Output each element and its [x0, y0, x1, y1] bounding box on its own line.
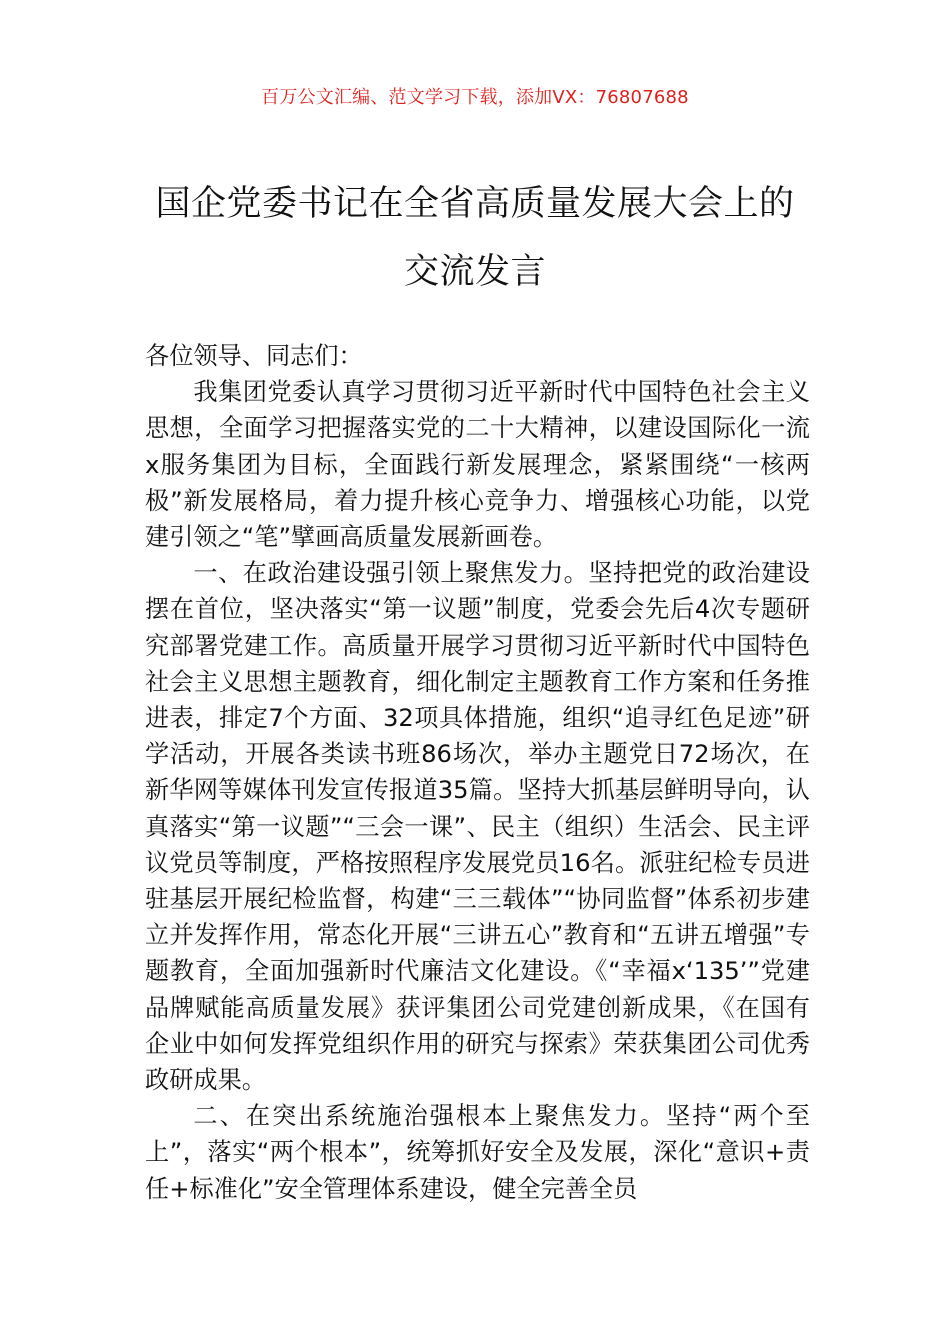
title-line-2: 交流发言: [403, 252, 546, 292]
title-line-1: 国企党委书记在全省高质量发展大会上的: [155, 184, 795, 224]
document-title: [120, 170, 830, 306]
salutation: 各位领导、同志们：: [145, 342, 363, 370]
document-body: [145, 338, 810, 1207]
paragraph-intro: 我集团党委认真学习贯彻习近平新时代中国特色社会主义思想，全面学习把握落实党的二十大精神，以建设国际化一流x服务集团为目标，全面践行新发展理念，紧紧围绕“一核两极”新发展格局，着力提升核心竞争力、增强核心功能，以党建引领之“笔”擘画高质量发展新画卷。: [145, 378, 810, 552]
paragraph-section-1: 一、在政治建设强引领上聚焦发力。坚持把党的政治建设摆在首位，坚决落实“第一议题”制度，党委会先后4次专题研究部署党建工作。高质量开展学习贯彻习近平新时代中国特色社会主义思想主题教育，细化制定主题教育工作方案和任务推进表，排定7个方面、32项具体措施，组织“追寻红色足迹”研学活动，开展各类读书班86场次，举办主题党日72场次，在新华网等媒体刊发宣传报道35篇。坚持大抓基层鲜明导向，认真落实“第一议题”“三会一课”、民主（组织）生活会、民主评议党员等制度，严格按照程序发展党员16名。派驻纪检专员进驻基层开展纪检监督，构建“三三载体”“协同监督”体系初步建立并发挥作用，常态化开展“三讲五心”教育和“五讲五增强”专题教育，全面加强新时代廉洁文化建设。《“幸福x‘135’”党建品牌赋能高质量发展》获评集团公司党建创新成果，《在国有企业中如何发挥党组织作用的研究与探索》荣获集团公司优秀政研成果。: [145, 559, 810, 1095]
watermark-text: 百万公文汇编、范文学习下载，添加VX：76807688: [261, 87, 689, 108]
paragraph-section-2: 二、在突出系统施治强根本上聚焦发力。坚持“两个至上”，落实“两个根本”，统筹抓好安全及发展，深化“意识+责任+标准化”安全管理体系建设，健全完善全员: [145, 1102, 810, 1203]
